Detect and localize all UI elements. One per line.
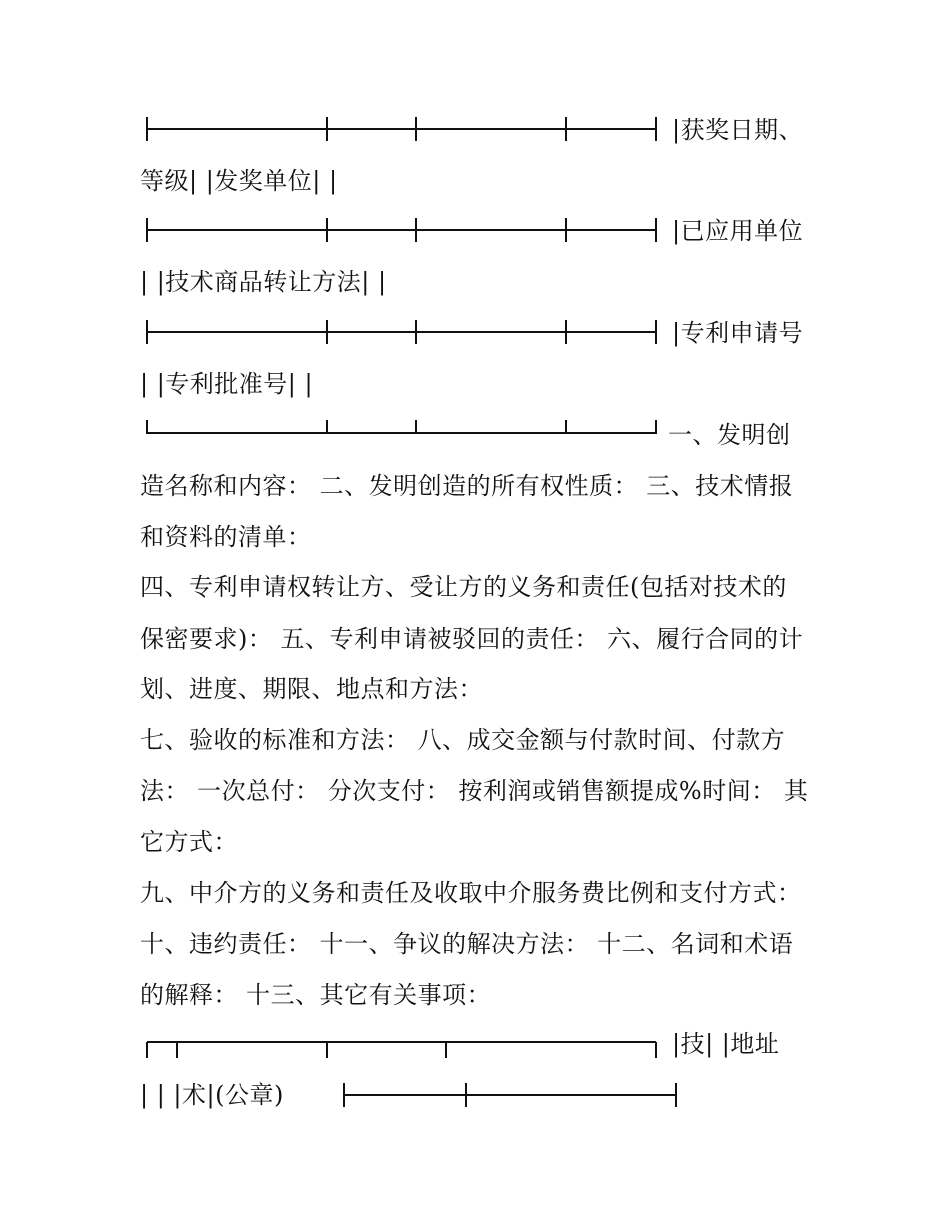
paragraph-line-6: 七、验收的标准和方法： 八、成交金额与付款时间、付款方 bbox=[140, 726, 786, 754]
table-row-1-line2: 等级| |发奖单位| | bbox=[140, 167, 338, 195]
table-row-3-label: |专利申请号 bbox=[672, 319, 804, 347]
paragraph-line-7: 法： 一次总付： 分次支付： 按利润或销售额提成%时间： 其 bbox=[140, 777, 809, 805]
paragraph-line-9: 九、中介方的义务和责任及收取中介服务费比例和支付方式： bbox=[140, 879, 802, 907]
table-row-2-line2: | |技术商品转让方法| | bbox=[140, 268, 387, 296]
table-rule-3 bbox=[146, 318, 658, 346]
table-rule-2 bbox=[146, 216, 658, 244]
bottom-table-rule bbox=[146, 1034, 658, 1060]
bottom-table-rule-2 bbox=[343, 1080, 679, 1110]
paragraph-line-1: 造名称和内容： 二、发明创造的所有权性质： 三、技术情报 bbox=[140, 472, 794, 500]
paragraph-line-5: 划、进度、期限、地点和方法： bbox=[140, 675, 483, 703]
paragraph-line-8: 它方式： bbox=[140, 828, 238, 856]
section-heading-1: 一、发明创 bbox=[668, 421, 791, 449]
paragraph-line-4: 保密要求)： 五、专利申请被驳回的责任： 六、履行合同的计 bbox=[140, 625, 804, 653]
table-bottom-rule bbox=[146, 418, 658, 438]
bottom-table-line2: | | |术|(公章) bbox=[140, 1081, 284, 1109]
paragraph-line-2: 和资料的清单： bbox=[140, 523, 312, 551]
bottom-table-label: |技| |地址 bbox=[672, 1030, 780, 1058]
table-row-3-line2: | |专利批准号| | bbox=[140, 370, 314, 398]
paragraph-line-10: 十、违约责任： 十一、争议的解决方法： 十二、名词和术语 bbox=[140, 930, 794, 958]
paragraph-line-11: 的解释： 十三、其它有关事项： bbox=[140, 981, 492, 1009]
table-rule-1 bbox=[146, 115, 658, 143]
table-row-1-label: |获奖日期、 bbox=[672, 116, 804, 144]
table-row-2-label: |已应用单位 bbox=[672, 217, 804, 245]
paragraph-line-3: 四、专利申请权转让方、受让方的义务和责任(包括对技术的 bbox=[140, 573, 787, 601]
